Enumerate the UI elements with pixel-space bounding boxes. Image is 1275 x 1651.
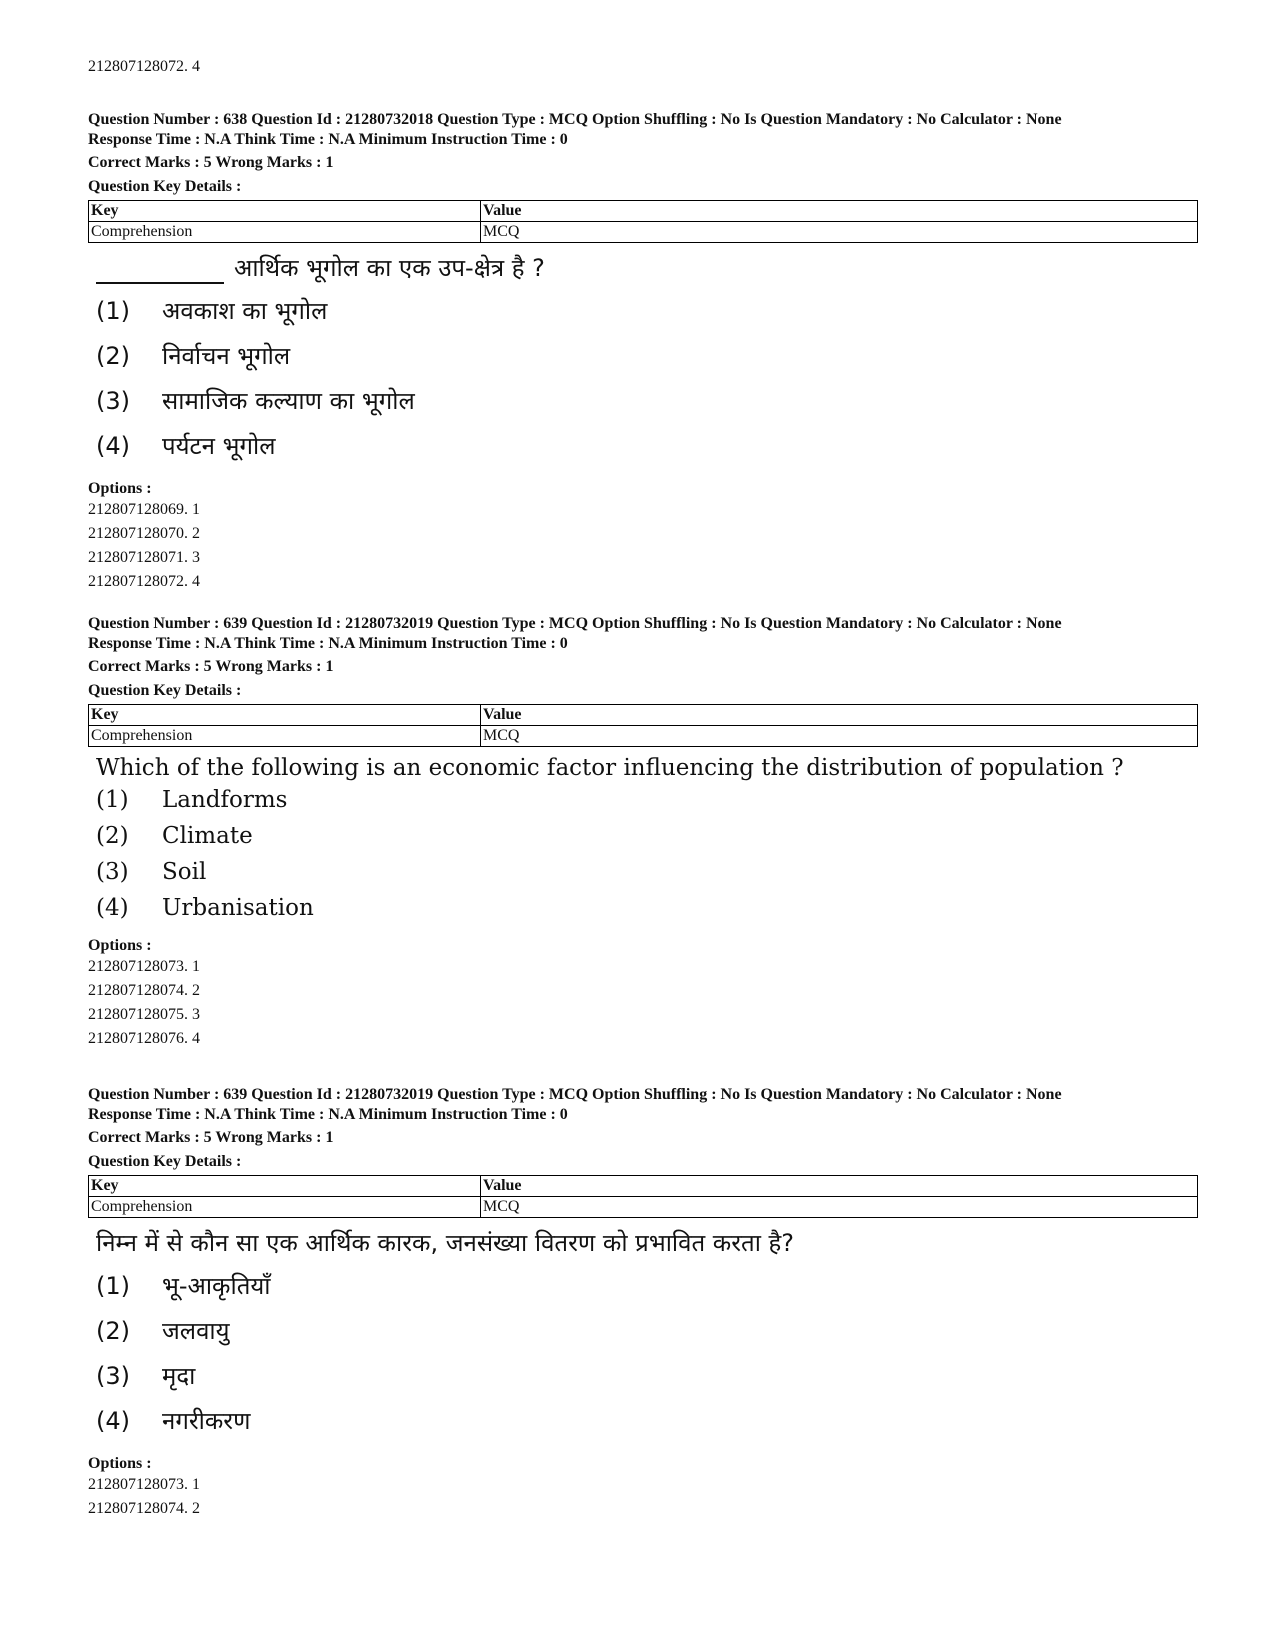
question-meta-line: Question Number : 638 Question Id : 21280732018 Question Type : MCQ Option Shuffling : No Is Question Mandatory : No Calculator : None xyxy=(88,111,1062,128)
choice-text: नगरीकरण xyxy=(162,1407,251,1435)
choice-number: (2) xyxy=(96,342,130,370)
table-header-key: Key xyxy=(89,1176,481,1197)
choice-item xyxy=(96,859,1198,895)
choice-item xyxy=(96,1269,1198,1314)
choice-text: सामाजिक कल्याण का भूगोल xyxy=(162,387,415,415)
table-header-value: Value xyxy=(481,705,1198,726)
choice-text: निर्वाचन भूगोल xyxy=(162,342,291,370)
choice-number: (3) xyxy=(96,387,130,415)
key-details-label: Question Key Details : xyxy=(88,1152,242,1170)
choice-number: (1) xyxy=(96,1272,130,1300)
choice-number: (2) xyxy=(96,823,129,849)
choice-item xyxy=(96,787,1198,823)
option-id-line: 212807128072. 4 xyxy=(88,573,200,590)
table-header-key: Key xyxy=(89,201,481,222)
choice-text: भू-आकृतियाँ xyxy=(162,1272,271,1300)
table-cell-value: MCQ xyxy=(481,222,1198,243)
option-id-line: 212807128072. 4 xyxy=(88,58,200,75)
key-details-table xyxy=(88,704,1198,747)
table-cell-value: MCQ xyxy=(481,726,1198,747)
options-label: Options : xyxy=(88,480,152,497)
choice-text: जलवायु xyxy=(162,1317,230,1345)
choice-item xyxy=(96,1404,1198,1449)
choice-item xyxy=(96,384,1198,429)
choice-text: अवकाश का भूगोल xyxy=(162,297,328,325)
options-label: Options : xyxy=(88,937,152,954)
option-id-line: 212807128074. 2 xyxy=(88,982,200,999)
choice-number: (3) xyxy=(96,1362,130,1390)
table-header-value: Value xyxy=(481,1176,1198,1197)
table-header-value: Value xyxy=(481,201,1198,222)
question-timing-line: Response Time : N.A Think Time : N.A Minimum Instruction Time : 0 xyxy=(88,130,568,148)
option-id-line: 212807128074. 2 xyxy=(88,1500,200,1517)
choice-list xyxy=(96,1269,1198,1449)
table-cell-key: Comprehension xyxy=(89,1197,481,1218)
choice-text: Landforms xyxy=(162,787,288,813)
option-id-line: 212807128073. 1 xyxy=(88,958,200,975)
choice-text: पर्यटन भूगोल xyxy=(162,432,276,460)
choice-text: Urbanisation xyxy=(162,895,314,921)
marks-line: Correct Marks : 5 Wrong Marks : 1 xyxy=(88,154,334,171)
option-id-line: 212807128071. 3 xyxy=(88,549,200,566)
question-timing-line: Response Time : N.A Think Time : N.A Minimum Instruction Time : 0 xyxy=(88,634,568,652)
question-block-639-en xyxy=(88,614,1198,1051)
choice-item xyxy=(96,823,1198,859)
marks-line: Correct Marks : 5 Wrong Marks : 1 xyxy=(88,658,334,675)
question-meta-line: Question Number : 639 Question Id : 21280732019 Question Type : MCQ Option Shuffling : No Is Question Mandatory : No Calculator : None xyxy=(88,615,1062,632)
choice-item xyxy=(96,429,1198,474)
choice-number: (4) xyxy=(96,895,129,921)
marks-line: Correct Marks : 5 Wrong Marks : 1 xyxy=(88,1129,334,1146)
choice-item xyxy=(96,1314,1198,1359)
question-block-638 xyxy=(88,110,1198,594)
options-label: Options : xyxy=(88,1455,152,1472)
option-id-line: 212807128069. 1 xyxy=(88,501,200,518)
question-meta-line: Question Number : 639 Question Id : 21280732019 Question Type : MCQ Option Shuffling : No Is Question Mandatory : No Calculator : None xyxy=(88,1086,1062,1103)
choice-text: मृदा xyxy=(162,1362,196,1390)
table-cell-value: MCQ xyxy=(481,1197,1198,1218)
choice-item xyxy=(96,339,1198,384)
table-header-row xyxy=(89,201,1198,222)
table-header-row xyxy=(89,705,1198,726)
table-row xyxy=(89,726,1198,747)
choice-list xyxy=(96,787,1198,931)
table-cell-key: Comprehension xyxy=(89,222,481,243)
choice-item xyxy=(96,895,1198,931)
choice-item xyxy=(96,294,1198,339)
fill-blank-line xyxy=(96,264,224,284)
table-header-row xyxy=(89,1176,1198,1197)
question-text-body: आर्थिक भूगोल का एक उप-क्षेत्र है ? xyxy=(234,254,545,282)
table-row xyxy=(89,1197,1198,1218)
choice-text: Climate xyxy=(162,823,253,849)
choice-list xyxy=(96,294,1198,474)
choice-number: (4) xyxy=(96,432,130,460)
option-id-line: 212807128073. 1 xyxy=(88,1476,200,1493)
choice-number: (1) xyxy=(96,297,130,325)
table-cell-key: Comprehension xyxy=(89,726,481,747)
choice-number: (4) xyxy=(96,1407,130,1435)
option-id-line: 212807128075. 3 xyxy=(88,1006,200,1023)
question-timing-line: Response Time : N.A Think Time : N.A Minimum Instruction Time : 0 xyxy=(88,1105,568,1123)
key-details-table xyxy=(88,1175,1198,1218)
option-id-line: 212807128076. 4 xyxy=(88,1030,200,1047)
table-row xyxy=(89,222,1198,243)
option-id-line: 212807128070. 2 xyxy=(88,525,200,542)
question-text xyxy=(96,251,1198,284)
choice-number: (2) xyxy=(96,1317,130,1345)
key-details-label: Question Key Details : xyxy=(88,681,242,699)
key-details-label: Question Key Details : xyxy=(88,177,242,195)
choice-number: (1) xyxy=(96,787,129,813)
question-text: Which of the following is an economic factor influencing the distribution of population ? xyxy=(96,755,1124,781)
question-text: निम्न में से कौन सा एक आर्थिक कारक, जनसंख्या वितरण को प्रभावित करता है? xyxy=(96,1229,795,1257)
table-header-key: Key xyxy=(89,705,481,726)
key-details-table xyxy=(88,200,1198,243)
choice-text: Soil xyxy=(162,859,207,885)
question-block-639-hi xyxy=(88,1085,1198,1521)
choice-item xyxy=(96,1359,1198,1404)
choice-number: (3) xyxy=(96,859,129,885)
